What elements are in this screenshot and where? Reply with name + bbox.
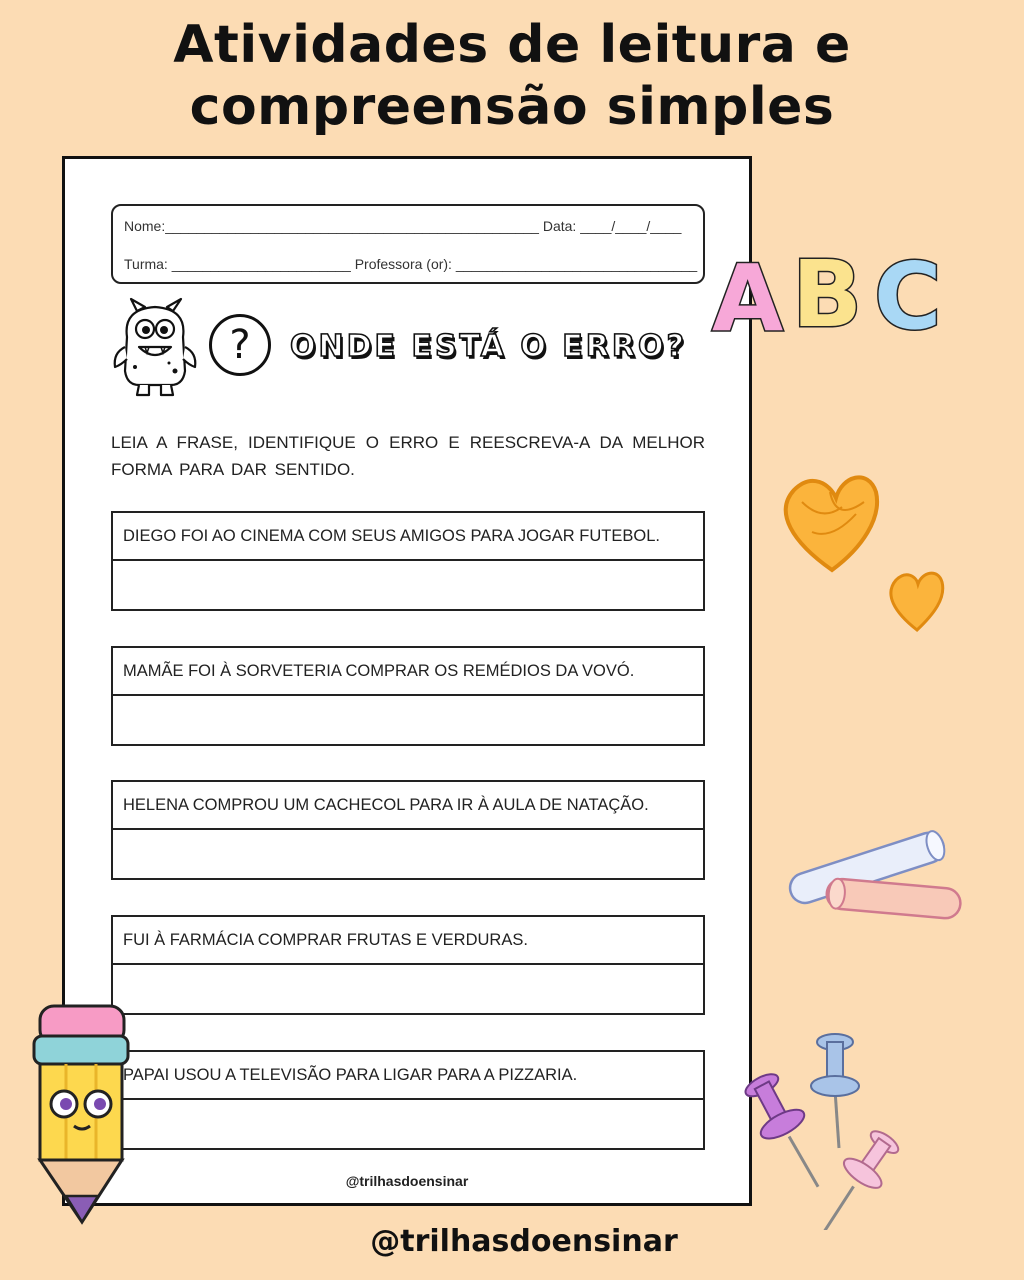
- monster-mascot-icon: [109, 297, 201, 397]
- question-mark-icon: ?: [209, 314, 271, 376]
- date-blank: ____/____/____: [580, 218, 682, 234]
- name-date-row: [124, 218, 681, 234]
- name-label: Nome:: [124, 218, 166, 234]
- worksheet: [62, 156, 752, 1206]
- footer-handle: @trilhasdoensinar: [370, 1224, 678, 1259]
- page-title-line-2: compreensão simples: [189, 77, 835, 137]
- page-title-line-1: Atividades de leitura e: [173, 15, 851, 75]
- question-sentence: MAMÃE FOI À SORVETERIA COMPRAR OS REMÉDIOS DA VOVÓ.: [113, 648, 703, 696]
- heart-icon: [772, 462, 952, 637]
- class-label: Turma:: [124, 256, 168, 272]
- question-box: [111, 646, 705, 746]
- question-sentence: HELENA COMPROU UM CACHECOL PARA IR À AULA DE NATAÇÃO.: [113, 782, 703, 830]
- answer-line[interactable]: [113, 696, 703, 744]
- letter-b: B: [792, 241, 863, 340]
- question-box: [111, 511, 705, 611]
- question-sentence: PAPAI USOU A TELEVISÃO PARA LIGAR PARA A PIZZARIA.: [113, 1052, 703, 1100]
- date-label: Data:: [542, 218, 577, 234]
- student-info-box: [111, 204, 705, 284]
- question-box: [111, 780, 705, 880]
- worksheet-footer-handle: @trilhasdoensinar: [345, 1173, 469, 1189]
- page-title: [0, 14, 1024, 138]
- letter-a: A: [712, 245, 784, 340]
- chalk-icon: [776, 815, 966, 927]
- name-blank: ________________________________________________: [165, 218, 539, 234]
- question-box: [111, 1050, 705, 1150]
- instruction-text: LEIA A FRASE, IDENTIFIQUE O ERRO E REESCREVA-A DA MELHOR FORMA PARA DAR SENTIDO.: [111, 433, 705, 479]
- answer-line[interactable]: [113, 1100, 703, 1148]
- activity-title: ONDE ESTÁ O ERRO?: [290, 329, 687, 364]
- answer-line[interactable]: [113, 830, 703, 878]
- teacher-label: Professora (or):: [354, 256, 452, 272]
- question-sentence: FUI À FARMÁCIA COMPRAR FRUTAS E VERDURAS.: [113, 917, 703, 965]
- answer-line[interactable]: [113, 561, 703, 609]
- letter-c: C: [874, 243, 942, 340]
- abc-letters-decoration: [710, 240, 955, 340]
- pencil-mascot-icon: [26, 1000, 134, 1228]
- question-sentence: DIEGO FOI AO CINEMA COM SEUS AMIGOS PARA JOGAR FUTEBOL.: [113, 513, 703, 561]
- class-teacher-row: [124, 256, 697, 272]
- answer-line[interactable]: [113, 965, 703, 1013]
- teacher-blank: _______________________________: [455, 256, 698, 272]
- question-box: [111, 915, 705, 1015]
- push-pin-icon: [735, 1030, 905, 1230]
- class-blank: _______________________: [171, 256, 351, 272]
